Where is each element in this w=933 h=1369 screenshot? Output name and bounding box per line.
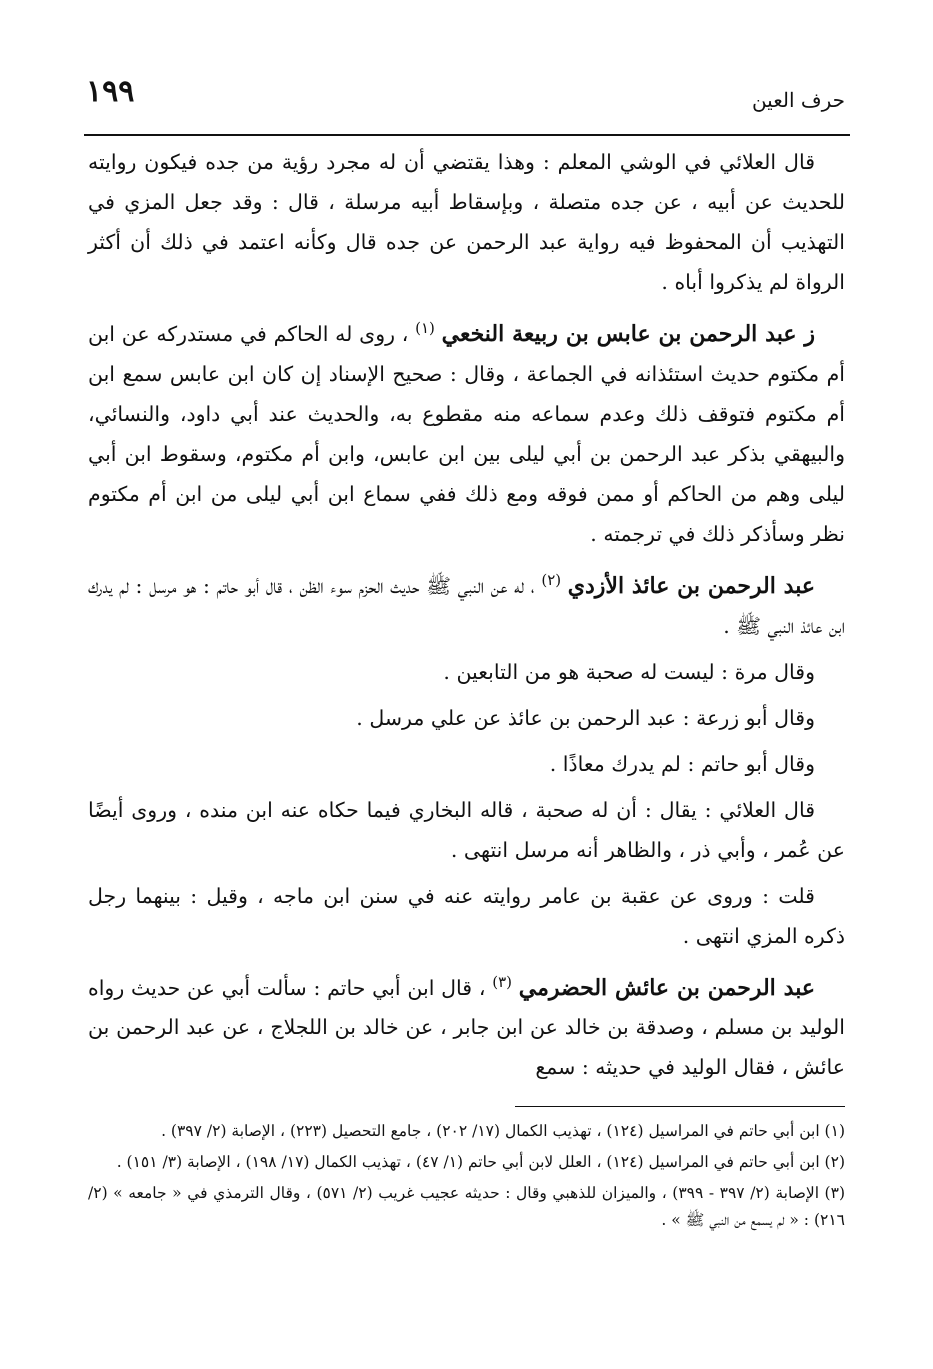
footnote: (١) ابن أبي حاتم في المراسيل (١٢٤) ، تهذيب الكمال (١٧/ ٢٠٢) ، جامع التحصيل (٢٢٣) ، الإصابة (٢/ ٣٩٧) .: [161, 1122, 845, 1140]
running-title: حرف العين: [751, 88, 845, 112]
paragraph-author-note: قلت : وروى عن عقبة بن عامر روايته عنه في سنن ابن ماجه ، وقيل : بينهما رجل ذكره المزي انتهى .: [88, 883, 845, 948]
entry-name: عبد الرحمن بن عائذ الأزدي: [567, 572, 815, 599]
footnotes: [88, 1118, 845, 1238]
entry-name: عبد الرحمن بن عائش الحضرمي: [518, 974, 815, 1001]
entry-text: ، له عن النبي ﷺ حديث الحزم سوء الظن ، قال أبو حاتم : هو مرسل : لم يدرك ابن عائذ النبي ﷺ .: [88, 573, 845, 638]
paragraph-quote: وقال أبو حاتم : لم يدرك معاذًا .: [549, 751, 815, 776]
footnote: (٣) الإصابة (٢/ ٣٩٧ - ٣٩٩) ، والميزان للذهبي وقال : حديثه عجيب غريب (٢/ ٥٧١) ، وقال الترمذي في « جامعه » (٢/ ٢١٦) : « لم يسمع من النبي ﷺ » .: [88, 1184, 845, 1229]
paragraph-quote: وقال أبو زرعة : عبد الرحمن بن عائذ عن علي مرسل .: [356, 705, 815, 730]
entry-text: ، روى له الحاكم في مستدركه عن ابن أم مكتوم حديث استئذانه في الجماعة ، وقال : صحيح الإسناد إن كان ابن عابس سمع ابن أم مكتوم فتوقف ذلك وعدم سماعه منه مقطوع به، والحديث عند أبي داود، والنسائي، والبيهقي بذكر عبد الرحمن بن أبي ليلى بين ابن عابس، وابن أم مكتوم، وسقوط ابن أبي ليلى وهم من الحاكم أو ممن فوقه ومع ذلك ففي سماع ابن أبي ليلى من ابن أم مكتوم نظر وسأذكر ذلك في ترجمته .: [88, 321, 845, 546]
page-number: ١٩٩: [86, 74, 135, 109]
footnote-ref: (٢): [541, 570, 562, 589]
entry-text: ، قال ابن أبي حاتم : سألت أبي عن حديث رواه الوليد بن مسلم ، وصدقة بن خالد عن ابن جابر ، عن خالد بن اللجلاج ، عن عبد الرحمن بن عائش ، فقال الوليد في حديثه : سمع: [88, 975, 845, 1080]
entry-name: ز عبد الرحمن بن عابس بن ربيعة النخعي: [441, 320, 815, 347]
footnote-rule: [515, 1106, 845, 1107]
footnote-ref: (١): [415, 319, 435, 337]
entry-abd-alrahman-ibn-aish: [88, 962, 845, 1088]
main-text: [88, 142, 845, 1087]
paragraph-alalai-note: قال العلائي : يقال : أن له صحبة ، قاله البخاري فيما حكاه عنه ابن منده ، وروى أيضًا عن عُمر ، وأبي ذر ، والظاهر أنه مرسل انتهى .: [88, 797, 845, 862]
entry-abd-alrahman-ibn-abis: [88, 308, 845, 554]
paragraph-alalai-note: قال العلائي في الوشي المعلم : وهذا يقتضي أن له مجرد رؤية من جده فيكون روايته للحديث عن أبيه ، عن جده متصلة ، وبإسقاط أبيه مرسلة ، قال : وقد جعل المزي في التهذيب أن المحفوظ فيه رواية عبد الرحمن عن جده قال وكأنه اعتمد في ذلك أن أكثر الرواة لم يذكروا أباه .: [88, 150, 845, 294]
header-rule: [84, 134, 850, 136]
entry-abd-alrahman-ibn-aidh: [88, 560, 845, 646]
footnote: (٢) ابن أبي حاتم في المراسيل (١٢٤) ، العلل لابن أبي حاتم (١/ ٤٧) ، تهذيب الكمال (١٧/ ١٩٨) ، الإصابة (٣/ ١٥١) .: [116, 1153, 845, 1171]
footnote-ref: (٣): [492, 972, 513, 991]
paragraph-quote: وقال مرة : ليست له صحبة هو من التابعين .: [443, 659, 815, 684]
